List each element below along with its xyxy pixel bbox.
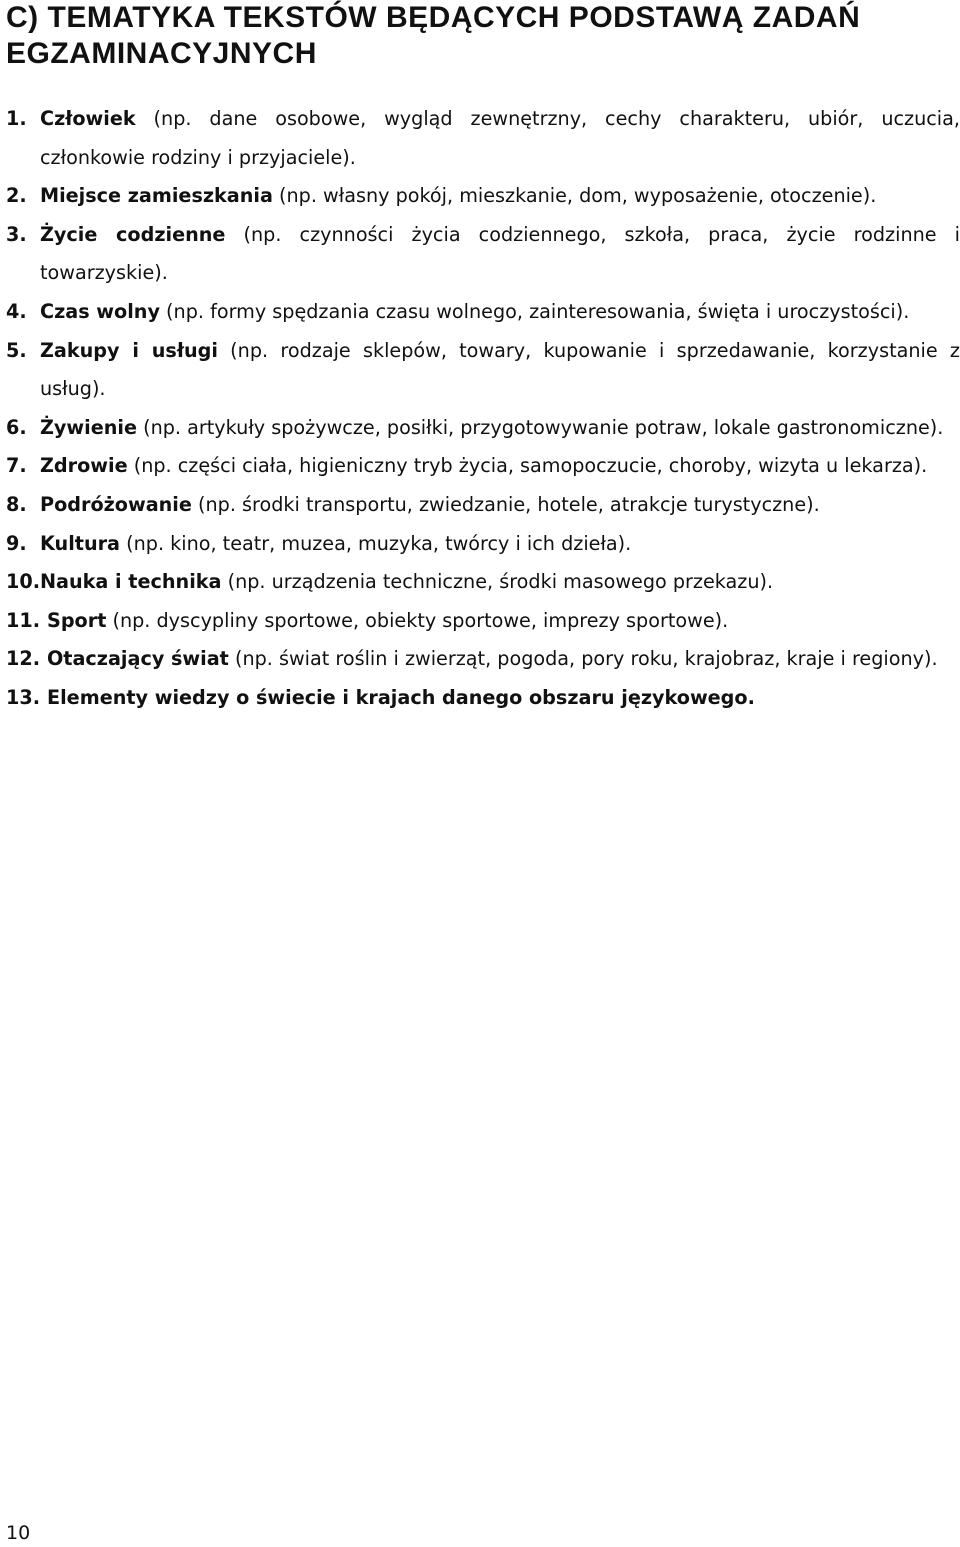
topic-list xyxy=(6,100,960,718)
topic-number: 13. xyxy=(6,685,40,709)
topic-number: 3. xyxy=(6,222,27,246)
topic-description: (np. świat roślin i zwierząt, pogoda, pory roku, krajobraz, kraje i regiony). xyxy=(228,647,938,671)
topic-name: Podróżowanie xyxy=(40,492,192,516)
topic-description: (np. formy spędzania czasu wolnego, zainteresowania, święta i uroczystości). xyxy=(159,299,910,323)
topic-item-zycie-codzienne xyxy=(6,216,960,293)
topic-number: 4. xyxy=(6,299,27,323)
topic-number: 10. xyxy=(6,570,40,594)
topic-name: Otaczający świat xyxy=(47,647,229,671)
topic-item-zdrowie xyxy=(6,447,960,486)
topic-item-zywienie xyxy=(6,409,960,448)
page-number: 10 xyxy=(6,1522,31,1544)
topic-item-zakupy-i-uslugi xyxy=(6,332,960,409)
topic-number: 1. xyxy=(6,107,27,130)
topic-number: 11. xyxy=(6,608,40,632)
topic-name: Nauka i technika xyxy=(40,570,222,594)
topic-name: Żywienie xyxy=(40,415,137,439)
topic-name: Człowiek xyxy=(40,107,136,130)
topic-name: Elementy wiedzy o świecie i krajach danego obszaru językowego. xyxy=(47,685,755,709)
topic-name: Miejsce zamieszkania xyxy=(40,184,273,208)
topic-item-otaczajacy-swiat xyxy=(6,640,960,679)
topic-description: (np. dane osobowe, wygląd zewnętrzny, cechy charakteru, ubiór, uczucia, członkowie rodziny i przyjaciele). xyxy=(40,107,960,169)
topic-description: (np. kino, teatr, muzea, muzyka, twórcy i ich dzieła). xyxy=(120,531,632,555)
topic-name: Czas wolny xyxy=(40,299,160,323)
topic-number: 6. xyxy=(6,415,27,439)
topic-item-czlowiek xyxy=(6,100,960,177)
topic-item-podrozowanie xyxy=(6,486,960,525)
topic-description: (np. urządzenia techniczne, środki masowego przekazu). xyxy=(221,570,774,594)
topic-name: Sport xyxy=(47,608,107,632)
topic-name: Kultura xyxy=(40,531,121,555)
topic-name: Zdrowie xyxy=(40,454,128,478)
topic-item-czas-wolny xyxy=(6,293,960,332)
topic-item-sport xyxy=(6,602,960,641)
topic-number: 7. xyxy=(6,454,27,478)
topic-number: 12. xyxy=(6,647,40,671)
section-heading: C) TEMATYKA TEKSTÓW BĘDĄCYCH PODSTAWĄ ZADAŃ EGZAMINACYJNYCH xyxy=(6,1,861,70)
topic-item-nauka-i-technika xyxy=(6,563,960,602)
topic-number: 9. xyxy=(6,531,27,555)
topic-item-kultura xyxy=(6,525,960,564)
topic-number: 8. xyxy=(6,492,27,516)
topic-description: (np. własny pokój, mieszkanie, dom, wyposażenie, otoczenie). xyxy=(272,184,877,208)
topic-name: Zakupy i usługi xyxy=(40,338,218,362)
topic-name: Życie codzienne xyxy=(40,222,226,246)
topic-description: (np. części ciała, higieniczny tryb życia, samopoczucie, choroby, wizyta u lekarza). xyxy=(127,454,928,478)
topic-description: (np. rodzaje sklepów, towary, kupowanie i sprzedawanie, korzystanie z usług). xyxy=(40,338,960,401)
topic-number: 5. xyxy=(6,338,27,362)
topic-description: (np. dyscypliny sportowe, obiekty sportowe, imprezy sportowe). xyxy=(106,608,729,632)
topic-item-miejsce-zamieszkania xyxy=(6,177,960,216)
topic-description: (np. środki transportu, zwiedzanie, hotele, atrakcje turystyczne). xyxy=(191,492,820,516)
topic-item-elementy-wiedzy xyxy=(6,679,960,718)
topic-description: (np. czynności życia codziennego, szkoła, praca, życie rodzinne i towarzyskie). xyxy=(40,222,960,285)
topic-number: 2. xyxy=(6,184,27,208)
topic-description: (np. artykuły spożywcze, posiłki, przygotowywanie potraw, lokale gastronomiczne). xyxy=(137,415,944,439)
